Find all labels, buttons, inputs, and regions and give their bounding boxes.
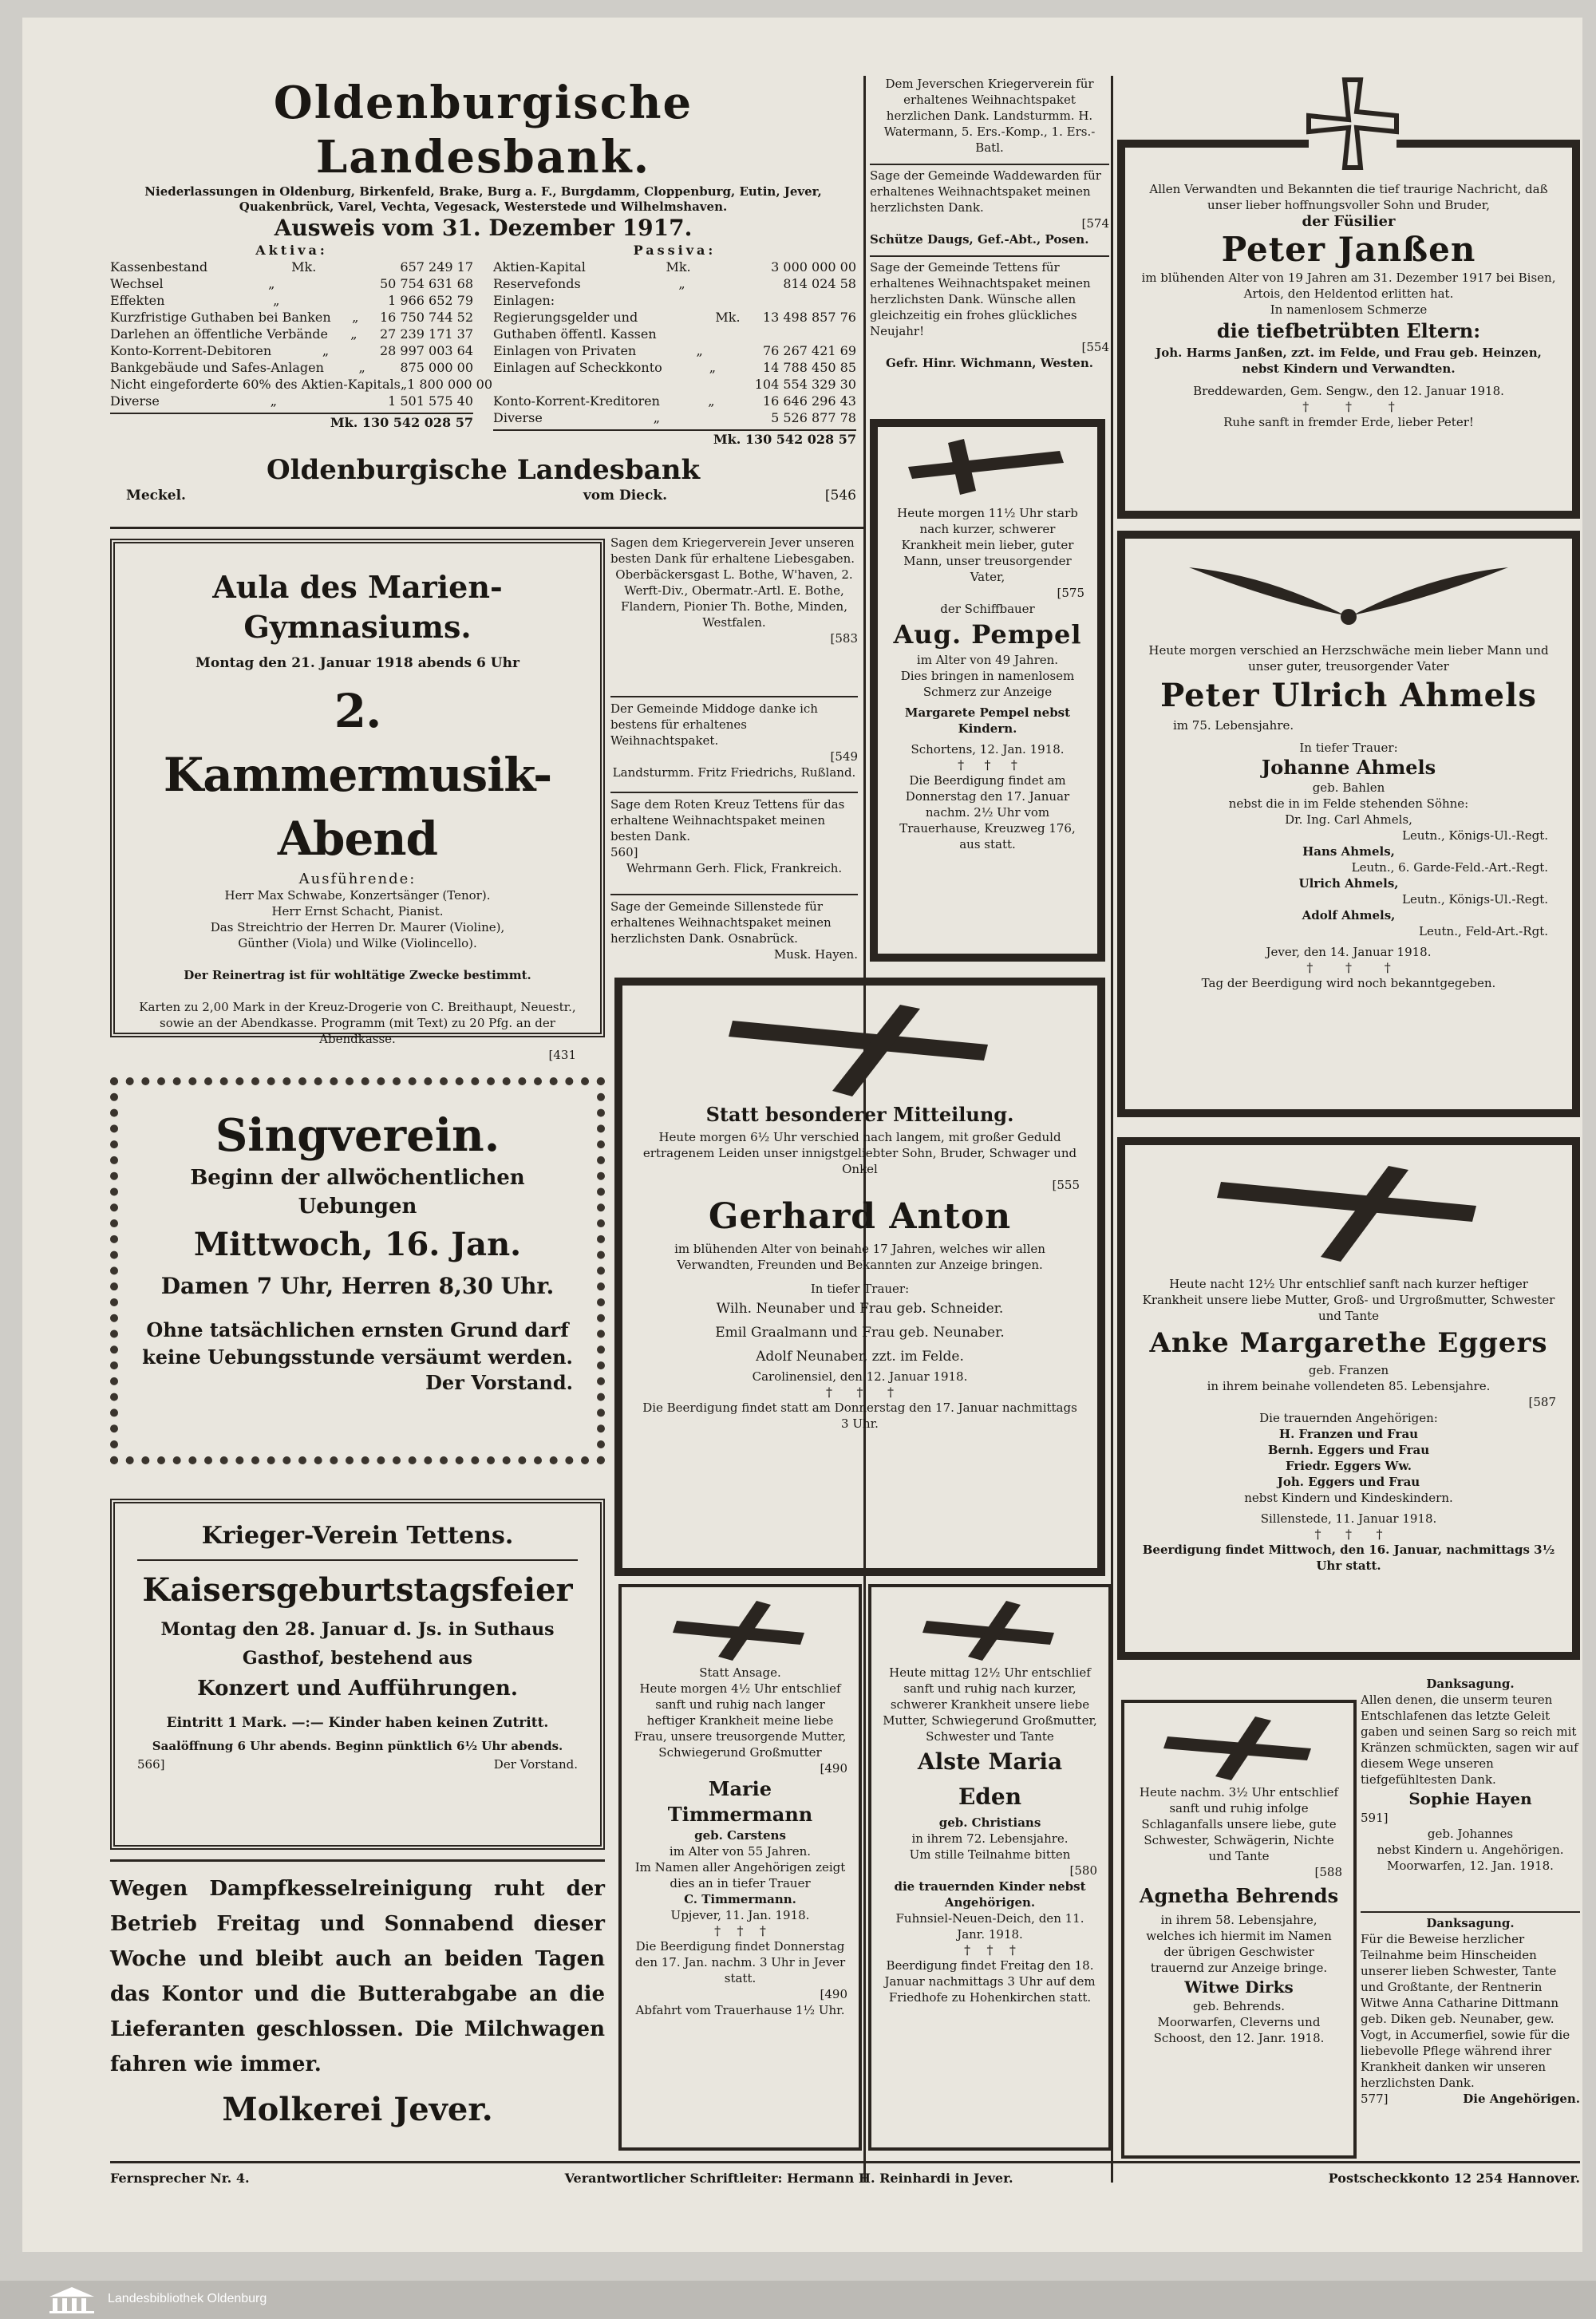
cross-wreath-icon: [1205, 1158, 1492, 1270]
ref-number: [583: [830, 631, 858, 646]
notice-head: Statt Ansage.: [699, 1665, 781, 1680]
bank-statement: [110, 76, 856, 523]
notice-name: Agnetha Behrends: [1139, 1884, 1339, 1907]
notice-name: Marie Timmermann: [667, 1777, 813, 1826]
aktiva-row: Kurzfristige Guthaben bei Banken „ 16 750 744 52: [110, 310, 473, 325]
death-notice-timmermann: [618, 1584, 862, 2151]
notice-place: Breddewarden, Gem. Sengw., den 12. Januar 1918.: [1193, 384, 1504, 398]
small-cross-icon: † † †: [825, 1385, 895, 1400]
thanks-signature: Musk. Hayen.: [773, 947, 858, 962]
notice-age: im 75. Lebensjahre.: [1173, 718, 1294, 733]
thanks-ad: [610, 899, 858, 978]
notice-name: Peter Janßen: [1221, 230, 1476, 269]
bank-title: Oldenburgische Landesbank.: [273, 77, 693, 184]
ad-divider: [610, 792, 858, 793]
passiva-row: Konto-Korrent-Kreditoren „ 16 646 296 43: [493, 393, 856, 409]
notice-age: im Alter von 49 Jahren.: [916, 653, 1059, 667]
signature-left: Meckel.: [126, 488, 186, 504]
notice-text: Heute morgen 4½ Uhr entschlief sanft und ruhig nach langer heftiger Krankheit meine liebe Frau, unsere treusorgende Mutter, Schwiegerund Großmutter: [634, 1681, 847, 1760]
passiva-row: 104 554 329 30: [754, 377, 856, 392]
cross-wreath-icon: [717, 997, 1004, 1100]
krieger-footer: [137, 1757, 578, 1772]
aktiva-row: Darlehen an öffentliche Verbände „ 27 239 171 37: [110, 326, 473, 342]
divider: [137, 1559, 578, 1561]
signature-right: vom Dieck.: [583, 488, 668, 504]
performer-line: Günther (Viola) und Wilke (Violincello).: [238, 936, 477, 950]
son-line: Leutn., Feld-Art.-Rgt.: [1419, 924, 1548, 938]
notice-walk: Abfahrt vom Trauerhause 1½ Uhr.: [635, 2003, 845, 2017]
thanks-ad: [870, 259, 1109, 387]
footer-editor: Verantwortlicher Schriftleiter: Hermann H. Reinhardi in Jever.: [564, 2170, 1013, 2186]
bank-signatures: [110, 488, 856, 504]
ref-number: 577]: [1361, 2092, 1389, 2106]
notice-family: die tiefbetrübten Eltern:: [1216, 319, 1481, 342]
thanks-ad: [870, 76, 1109, 162]
notice-intro: Allen Verwandten und Bekannten die tief traurige Nachricht, daß unser lieber hoffnungsvoller Sohn und Bruder,: [1149, 182, 1548, 212]
krieger-program: Konzert und Aufführungen.: [197, 1677, 518, 1701]
bank-branches: Niederlassungen in Oldenburg, Birkenfeld, Brake, Burg a. F., Burgdamm, Cloppenburg, Eutin, Jever, Quakenbrück, Varel, Vechta, Vegesack, Westerstede und Wilhelmshaven.: [144, 184, 822, 214]
small-cross-icon: † † †: [1314, 1527, 1383, 1542]
son-line: Hans Ahmels,: [1302, 844, 1395, 859]
notice-funeral: Die Beerdigung findet am Donnerstag den 17. Januar nachm. 2½ Uhr vom Trauerhause, Kreuzweg 176, aus statt.: [899, 773, 1076, 851]
notice-funeral: Die Beerdigung findet statt am Donnerstag den 17. Januar nachmittags 3 Uhr.: [642, 1400, 1077, 1431]
notice-grief: Um stille Teilnahme bitten: [909, 1847, 1071, 1862]
singverein-title: Singverein.: [215, 1109, 500, 1162]
passiva-list: [493, 259, 856, 426]
library-name: Landesbibliothek Oldenburg: [108, 2292, 267, 2305]
notice-name: Peter Ulrich Ahmels: [1160, 677, 1537, 714]
thanks-signature: Schütze Daugs, Gef.-Abt., Posen.: [870, 232, 1089, 247]
small-cross-icon: † † †: [1302, 399, 1395, 414]
notice-funeral: Die Beerdigung findet Donnerstag den 17. Jan. nachm. 3 Uhr in Jever statt.: [634, 1939, 846, 1985]
concert-title: 2. Kammermusik-Abend: [163, 684, 552, 866]
notice-funeral: Beerdigung findet Freitag den 18. Januar nachmittags 3 Uhr auf dem Friedhofe zu Hohenkirchen statt.: [884, 1958, 1096, 2005]
concert-tickets: Karten zu 2,00 Mark in der Kreuz-Drogerie von C. Breithaupt, Neuestr., sowie an der Abendkasse. Programm (mit Text) zu 20 Pfg. an der Abendkasse.: [139, 1000, 576, 1046]
thanks-text: Sage der Gemeinde Tettens für erhaltenes Weihnachtspaket meinen herzlichsten Dank. Wünsche allen gleichzeitig ein frohes glückliches Neujahr!: [870, 260, 1091, 338]
notice-age: in ihrem beinahe vollendeten 85. Lebensjahre.: [1207, 1379, 1491, 1393]
notice-age: in ihrem 72. Lebensjahre.: [911, 1831, 1069, 1846]
son-line: Dr. Ing. Carl Ahmels,: [1285, 812, 1412, 827]
aktiva-row: Kassenbestand Mk. 657 249 17: [110, 259, 473, 275]
krieger-times: Saalöffnung 6 Uhr abends. Beginn pünktlich 6½ Uhr abends.: [152, 1739, 563, 1753]
passiva-row: Einlagen auf Scheckkonto „ 14 788 450 85: [493, 360, 856, 375]
concert-venue: Aula des Marien-Gymnasiums.: [212, 569, 503, 645]
krieger-title: Krieger-Verein Tettens.: [201, 1522, 514, 1550]
family-line: Bernh. Eggers und Frau: [1267, 1443, 1430, 1457]
notice-names: Joh. Harms Janßen, zzt. im Felde, und Frau geb. Heinzen, nebst Kindern und Verwandten.: [1156, 346, 1542, 376]
thanks-text: Sage dem Roten Kreuz Tettens für das erhaltene Weihnachtspaket meinen besten Dank.: [610, 797, 845, 843]
danksagung-name: Sophie Hayen: [1408, 1789, 1532, 1808]
concert-ad: [110, 539, 605, 1062]
section-rule: [110, 527, 863, 529]
thanks-text: Sage der Gemeinde Sillenstede für erhaltenes Weihnachtspaket meinen herzlichsten Dank. Osnabrück.: [610, 899, 832, 946]
notice-funeral: Beerdigung findet Mittwoch, den 16. Januar, nachmittags 3½ Uhr statt.: [1142, 1543, 1555, 1573]
cross-wreath-icon: [918, 1597, 1062, 1665]
ref-number: [574: [1081, 216, 1109, 231]
notice-nee: geb. Christians: [938, 1815, 1041, 1830]
notice-grief: Im Namen aller Angehörigen zeigt dies an in tiefer Trauer: [634, 1860, 846, 1890]
krieger-event: Kaisersgeburtstagsfeier: [142, 1571, 573, 1609]
passiva-heading: Passiva:: [633, 243, 717, 258]
family-line: H. Franzen und Frau: [1278, 1427, 1419, 1441]
passiva-row: Regierungsgelder und Guthaben öffentl. Kassen Mk. 13 498 857 76: [493, 310, 856, 342]
footer-rule: [110, 2161, 1580, 2163]
ref-number: [575: [1057, 586, 1084, 600]
notice-age: im Alter von 55 Jahren.: [669, 1844, 812, 1859]
ref-number: [490: [820, 1761, 847, 1776]
notice-rank: der Füsilier: [1302, 213, 1396, 230]
small-cross-icon: † † †: [714, 1923, 766, 1938]
aktiva-total: Mk. 130 542 028 57: [110, 413, 473, 431]
notice-funeral: Tag der Beerdigung wird noch bekanntgegeben.: [1201, 976, 1496, 990]
notice-text: Heute morgen 11½ Uhr starb nach kurzer, schwerer Krankheit mein lieber, guter Mann, unser treusorgender Vater,: [897, 506, 1078, 584]
palm-wreath-icon: [1173, 551, 1524, 631]
notice-widow: Johanne Ahmels: [1261, 756, 1436, 779]
ref-number: [555: [1052, 1178, 1080, 1192]
aktiva-row: Nicht eingeforderte 60% des Aktien-Kapitals „ 1 800 000 00: [110, 377, 492, 392]
concert-charity: Der Reinertrag ist für wohltätige Zwecke bestimmt.: [184, 968, 531, 982]
notice-nee: geb. Bahlen: [1312, 780, 1385, 795]
notice-rank: der Schiffbauer: [940, 602, 1035, 616]
notice-age: im blühenden Alter von beinahe 17 Jahren, welches wir allen Verwandten, Freunden und Bekannten zur Anzeige bringen.: [674, 1242, 1045, 1272]
ref-number: 591]: [1361, 1811, 1389, 1825]
notice-name: Aug. Pempel: [893, 619, 1082, 650]
ref-number: 560]: [610, 845, 638, 859]
notice-sons-intro: nebst die in im Felde stehenden Söhne:: [1228, 796, 1469, 811]
thanks-signature: Oberbäckersgast L. Bothe, W'haven, 2. Werft-Div., Obermatr.-Artl. E. Bothe, Flandern, Pionier Th. Bothe, Minden, Westfalen.: [615, 567, 853, 630]
notice-family: Margarete Pempel nebst Kindern.: [904, 705, 1071, 736]
ref-number: [587: [1528, 1395, 1556, 1409]
notice-place: Moorwarfen, Cleverns und Schoost, den 12. Janr. 1918.: [1153, 2015, 1325, 2045]
cross-wreath-icon: [1159, 1713, 1319, 1784]
thanks-signature: Landsturmm. Fritz Friedrichs, Rußland.: [612, 765, 856, 780]
thanks-ad: [610, 701, 858, 790]
notice-grief: In namenlosem Schmerze: [1270, 302, 1428, 317]
aktiva-row: Konto-Korrent-Debitoren „ 28 997 003 64: [110, 343, 473, 358]
death-notice-pempel: [870, 419, 1105, 962]
family-line: Friedr. Eggers Ww.: [1286, 1459, 1412, 1473]
notice-name: Gerhard Anton: [708, 1196, 1012, 1237]
death-notice-behrends: [1121, 1700, 1357, 2159]
page-footer: [110, 2165, 1580, 2191]
krieger-entry: Eintritt 1 Mark. —:— Kinder haben keinen Zutritt.: [166, 1715, 549, 1731]
family-line: Wilh. Neunaber und Frau geb. Schneider.: [716, 1301, 1004, 1317]
singverein-line: Beginn der allwöchentlichen Uebungen: [190, 1166, 525, 1219]
krieger-signature: Der Vorstand.: [493, 1757, 578, 1772]
notice-name: Alste Maria Eden: [917, 1748, 1063, 1810]
footer-phone: Fernsprecher Nr. 4.: [110, 2170, 250, 2186]
aktiva-list: [110, 259, 492, 409]
ref-number: [549: [830, 749, 858, 764]
passiva-row: Diverse „ 5 526 877 78: [493, 410, 856, 425]
danksagung-footer: [1361, 2091, 1580, 2107]
singverein-date: Mittwoch, 16. Jan.: [193, 1226, 522, 1263]
danksagung-head: Danksagung.: [1426, 1916, 1515, 1930]
library-building-icon: [48, 2285, 96, 2314]
small-cross-icon: † † †: [964, 1942, 1016, 1958]
notice-age: in ihrem 58. Lebensjahre, welches ich hiermit im Namen der übrigen Geschwister trauernd zur Anzeige bringe.: [1146, 1913, 1332, 1975]
bank-footer-name: Oldenburgische Landesbank: [266, 454, 701, 486]
aktiva-row: Diverse „ 1 501 575 40: [110, 393, 473, 409]
family-line: nebst Kindern und Kindeskindern.: [1244, 1491, 1453, 1505]
singverein-time: Damen 7 Uhr, Herren 8,30 Uhr.: [160, 1273, 555, 1299]
danksagung-place: Moorwarfen, 12. Jan. 1918.: [1387, 1859, 1554, 1873]
krieger-verein-ad: [110, 1499, 605, 1850]
iron-cross-icon: [1309, 80, 1396, 168]
singverein-ad: [110, 1077, 605, 1464]
danksagung-hayen: [1361, 1676, 1580, 1907]
notice-place: Schortens, 12. Jan. 1918.: [911, 742, 1065, 757]
ad-divider: [870, 255, 1109, 257]
notice-name: Anke Margarethe Eggers: [1149, 1327, 1548, 1359]
notice-head: Statt besonderer Mitteilung.: [705, 1103, 1014, 1126]
krieger-text: Montag den 28. Januar d. Js. in Suthaus Gasthof, bestehend aus: [160, 1619, 555, 1669]
concert-date: Montag den 21. Januar 1918 abends 6 Uhr: [196, 655, 519, 671]
family-line: Joh. Eggers und Frau: [1277, 1475, 1420, 1489]
section-rule: [110, 1859, 605, 1862]
cross-wreath-icon: [669, 1597, 812, 1665]
ref-number: 566]: [137, 1757, 165, 1772]
aktiva-row: Effekten „ 1 966 652 79: [110, 293, 473, 308]
singverein-note: Ohne tatsächlichen ernsten Grund darf keine Uebungsstunde versäumt werden.: [142, 1318, 573, 1369]
death-notice-ahmels: [1117, 531, 1580, 1117]
footer-postal: Postscheckkonto 12 254 Hannover.: [1328, 2170, 1580, 2186]
cross-wreath-icon: [900, 435, 1076, 499]
ref-number: [588: [1314, 1865, 1342, 1879]
danksagung-head: Danksagung.: [1426, 1677, 1515, 1691]
ref-number: [490: [820, 1987, 847, 2001]
notice-text: im blühenden Alter von 19 Jahren am 31. Dezember 1917 bei Bisen, Artois, den Heldentod erlitten hat.: [1141, 271, 1556, 301]
notice-grief: Die trauernden Angehörigen:: [1259, 1411, 1438, 1425]
small-cross-icon: † † †: [958, 757, 1017, 772]
thanks-text: Der Gemeinde Middoge danke ich bestens für erhaltenes Weihnachtspaket.: [610, 701, 818, 748]
passiva-total: Mk. 130 542 028 57: [493, 429, 856, 448]
family-line: Emil Graalmann und Frau geb. Neunaber.: [715, 1325, 1005, 1341]
passiva-column: [493, 242, 856, 448]
notice-place: Sillenstede, 11. Januar 1918.: [1260, 1511, 1437, 1526]
death-notice-eggers: [1117, 1137, 1580, 1660]
thanks-ad: [610, 796, 858, 892]
ref-number: [431: [548, 1048, 576, 1062]
ref-number: [546: [824, 488, 856, 504]
thanks-signature: Wehrmann Gerh. Flick, Frankreich.: [626, 861, 843, 875]
singverein-signature: Der Vorstand.: [425, 1371, 573, 1394]
notice-place: Jever, den 14. Januar 1918.: [1266, 945, 1432, 959]
danksagung-signature: Die Angehörigen.: [1463, 2092, 1580, 2106]
family-line: Adolf Neunaber, zzt. im Felde.: [756, 1349, 964, 1365]
notice-signature: C. Timmermann.: [684, 1892, 796, 1906]
passiva-row: Einlagen von Privaten „ 76 267 421 69: [493, 343, 856, 358]
ref-number: [554: [1081, 340, 1109, 354]
molkerei-text: Wegen Dampfkesselreinigung ruht der Betrieb Freitag und Sonnabend dieser Woche und bleibt auch an beiden Tagen das Kontor und die Butterabgabe an die Lieferanten geschlossen. Die Milchwagen fahren wie immer.: [110, 1877, 605, 2076]
son-line: Leutn., 6. Garde-Feld.-Art.-Regt.: [1351, 860, 1548, 875]
notice-text: Heute morgen 6½ Uhr verschied nach langem, mit großer Geduld ertragenem Leiden unser innigstgeliebter Sohn, Bruder, Schwager und Onkel: [642, 1130, 1077, 1176]
performer-line: Herr Max Schwabe, Konzertsänger (Tenor).: [224, 888, 491, 903]
death-notice-janssen: [1117, 140, 1580, 519]
danksagung-text: Allen denen, die unserm teuren Entschlafenen das letzte Geleit gaben und seinen Sarg so reich mit Kränzen schmückten, sagen wir auf diesem Wege unseren tiefgefühltesten Dank.: [1361, 1693, 1578, 1787]
son-line: Leutn., Königs-Ul.-Regt.: [1402, 828, 1548, 843]
notice-place: Carolinensiel, den 12. Januar 1918.: [752, 1369, 968, 1384]
aktiva-row: Wechsel „ 50 754 631 68: [110, 276, 473, 291]
death-notice-eden: [868, 1584, 1112, 2151]
notice-text: Heute nachm. 3½ Uhr entschlief sanft und ruhig infolge Schlaganfalls unsere liebe, gute Schwester, Schwägerin, Nichte und Tante: [1139, 1785, 1339, 1863]
notice-signature: Witwe Dirks: [1184, 1977, 1294, 1997]
notice-nee: geb. Behrends.: [1193, 1999, 1285, 2013]
ref-number: [580: [1069, 1863, 1097, 1878]
thanks-ad: [870, 168, 1109, 255]
molkerei-signature: Molkerei Jever.: [222, 2091, 493, 2128]
danksagung-nee: geb. Johannes: [1427, 1827, 1514, 1841]
performer-line: Das Streichtrio der Herren Dr. Maurer (Violine),: [210, 920, 505, 934]
notice-grief: In tiefer Trauer:: [810, 1282, 910, 1296]
passiva-row: Reservefonds „ 814 024 58: [493, 276, 856, 291]
passiva-row: Einlagen:: [493, 293, 555, 308]
notice-place: Upjever, 11. Jan. 1918.: [670, 1908, 810, 1922]
notice-text: Heute mittag 12½ Uhr entschlief sanft und ruhig nach kurzer, schwerer Krankheit unsere liebe Mutter, Schwiegerund Großmutter, Schwester und Tante: [883, 1665, 1097, 1744]
performer-line: Herr Ernst Schacht, Pianist.: [271, 904, 444, 919]
bank-statement-date: Ausweis vom 31. Dezember 1917.: [274, 215, 693, 241]
notice-grief: Dies bringen in namenlosem Schmerz zur Anzeige: [900, 669, 1075, 699]
thanks-signature: Gefr. Hinr. Wichmann, Westen.: [886, 356, 1093, 370]
ad-divider: [610, 894, 858, 895]
death-notice-anton: [614, 978, 1105, 1576]
danksagung-vogt: [1361, 1915, 1580, 2159]
thanks-text: Sage der Gemeinde Waddewarden für erhaltenes Weihnachtspaket meinen herzlichsten Dank.: [870, 168, 1101, 215]
son-line: Ulrich Ahmels,: [1298, 876, 1399, 891]
ad-divider: [1361, 1911, 1580, 1913]
son-line: Leutn., Königs-Ul.-Regt.: [1402, 892, 1548, 907]
small-cross-icon: † † †: [1306, 960, 1391, 975]
notice-place: Fuhnsiel-Neuen-Deich, den 11. Janr. 1918.: [895, 1911, 1084, 1942]
performers-heading: Ausführende:: [298, 871, 417, 887]
notice-rest: Ruhe sanft in fremder Erde, lieber Peter!: [1223, 415, 1474, 429]
aktiva-heading: Aktiva:: [255, 243, 328, 258]
library-bar: [0, 2281, 1596, 2319]
notice-nee: geb. Franzen: [1308, 1363, 1389, 1377]
son-line: Adolf Ahmels,: [1302, 908, 1396, 922]
notice-text: Heute nacht 12½ Uhr entschlief sanft nach kurzer heftiger Krankheit unsere liebe Mutter, Groß- und Urgroßmutter, Schwester und Tante: [1142, 1277, 1555, 1323]
ad-divider: [870, 164, 1109, 165]
aktiva-column: [110, 242, 492, 448]
danksagung-family: nebst Kindern u. Angehörigen.: [1377, 1843, 1564, 1857]
notice-nee: geb. Carstens: [694, 1828, 786, 1843]
molkerei-ad: [110, 1871, 605, 2183]
passiva-row: Aktien-Kapital Mk. 3 000 000 00: [493, 259, 856, 275]
danksagung-text: Für die Beweise herzlicher Teilnahme beim Hinscheiden unserer lieben Schwester, Tante und Großtante, der Rentnerin Witwe Anna Catharine Dittmann geb. Diken geb. Neunaber, gew. Vogt, in Accumerfiel, sowie für die liebevolle Pflege während ihrer Krankheit danken wir unseren herzlichsten Dank.: [1361, 1932, 1570, 2090]
thanks-text: Dem Jeverschen Kriegerverein für erhaltenes Weihnachtspaket herzlichen Dank. Landsturmm. H. Watermann, 5. Ers.-Komp., 1. Ers.-Batl.: [883, 77, 1096, 155]
aktiva-row: Bankgebäude und Safes-Anlagen „ 875 000 00: [110, 360, 473, 375]
thanks-text: Sagen dem Kriegerverein Jever unseren besten Dank für erhaltene Liebesgaben.: [610, 535, 855, 566]
notice-text: Heute morgen verschied an Herzschwäche mein lieber Mann und unser guter, treusorgender Vater: [1148, 643, 1549, 674]
notice-grief: In tiefer Trauer:: [1299, 741, 1398, 755]
notice-family: die trauernden Kinder nebst Angehörigen.: [894, 1879, 1086, 1910]
ad-divider: [610, 696, 858, 697]
thanks-ad: [610, 535, 858, 694]
